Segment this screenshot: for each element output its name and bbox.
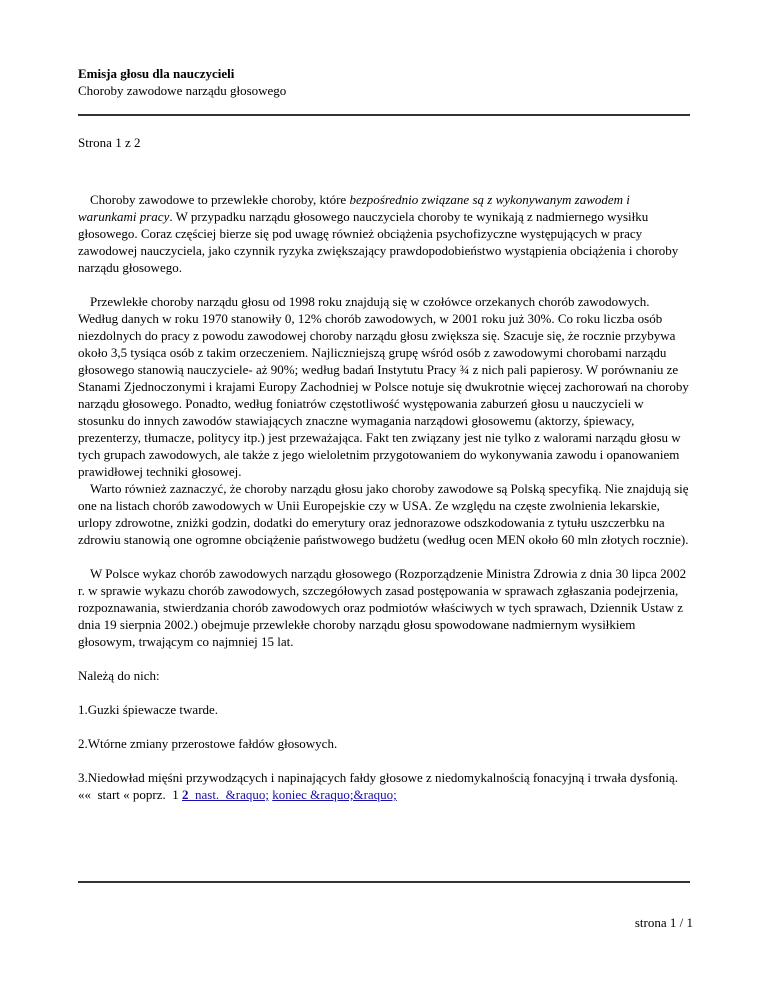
footer-divider: [78, 881, 690, 883]
paragraph-1-italic: bezpośrednio związane są z wykonywanym zawodem i warunkami pracy: [78, 192, 630, 224]
paragraph-3: Warto również zaznaczyć, że choroby narządu głosu jako choroby zawodowe są Polską specyfiką. Nie znajdują się one na listach chorób zawodowych w Unii Europejskie czy w USA. Ze względu na częste zwolnienia lekarskie, urlopy zdrowotne, zniżki godzin, dodatki do emerytury oraz jednorazowe odszkodowania z tytułu uszczerbku na zdrowiu stanowią one ogromne obciążenie państwowego budżetu (według ocen MEN około 60 mln złotych rocznie).: [78, 481, 689, 547]
list-item: 2.Wtórne zmiany przerostowe fałdów głosowych.: [78, 736, 338, 751]
list-intro: Należą do nich:: [78, 668, 160, 683]
pager-page-2-link[interactable]: 2: [181, 787, 189, 802]
page-info: Strona 1 z 2: [78, 135, 141, 150]
paragraph-2: Przewlekłe choroby narządu głosu od 1998 roku znajdują się w czołówce orzekanych chorób zawodowych. Według danych w roku 1970 stanowiły 0, 12% chorób zawodowych, w 2001 roku już 30%. Co roku liczba osób niezdolnych do pracy z powodu zawodowej choroby narządu głosu zwiększa się. Szacuje się, że rocznie przybywa około 3,5 tysiąca osób z takim orzeczeniem. Najliczniejszą grupę wśród osób z zawodowymi chorobami narządu głosowego stanowią nauczyciele- aż 90%; według badań Instytutu Pracy ¾ z nich pali papierosy. W porównaniu ze Stanami Zjednoczonymi i krajami Europy Zachodniej w Polsce notuje się dwukrotnie więcej zachorowań na choroby narządu głosowego. Ponadto, według foniatrów częstotliwość występowania zaburzeń głosu u nauczycieli w stosunku do innych zawodów stawiających znaczne wymagania narządowi głosowemu (aktorzy, śpiewacy, prezenterzy, tłumacze, politycy itp.) jest przeważająca. Fakt ten związany jest nie tylko z walorami narządu głosu w tych grupach zawodowych, ale także z jego wieloletnim przygotowaniem do wykonywania zawodu i opanowaniem prawidłowej techniki głosowej.: [78, 294, 689, 479]
page-subtitle: Choroby zawodowe narządu głosowego: [78, 83, 287, 98]
pager-start-prev: «« start « poprz. 1: [78, 787, 182, 802]
page-footer: strona 1 / 1: [634, 915, 693, 930]
paragraph-4: W Polsce wykaz chorób zawodowych narządu głosowego (Rozporządzenie Ministra Zdrowia z dnia 30 lipca 2002 r. w sprawie wykazu chorób zawodowych, szczegółowych zasad postępowania w sprawach zgłaszania podejrzenia, rozpoznawania, stwierdzania chorób zawodowych oraz podmiotów właściwych w tych sprawach, Dziennik Ustaw z dnia 19 sierpnia 2002.) obejmuje przewlekłe choroby narządu głosu spowodowane nadmiernym wysiłkiem głosowym, trwającym co najmniej 15 lat.: [78, 566, 687, 649]
header-divider: [78, 114, 690, 116]
pager-end-link[interactable]: koniec &raquo;&raquo;: [272, 787, 397, 802]
list-item: 3.Niedowład mięśni przywodzących i napinających fałdy głosowe z niedomykalnością fonacyjną i trwała dysfonią.: [78, 770, 678, 785]
list-item: 1.Guzki śpiewacze twarde.: [78, 702, 219, 717]
page-title: Emisja głosu dla nauczycieli: [78, 66, 235, 81]
pagination: [78, 786, 690, 803]
pager-next-link[interactable]: nast. &raquo;: [188, 787, 269, 802]
paragraph-1-text-start: Choroby zawodowe to przewlekłe choroby, które: [90, 192, 350, 207]
paragraph-1-text-end: . W przypadku narządu głosowego nauczyciela choroby te wynikają z nadmiernego wysiłku głosowego. Coraz częściej bierze się pod uwagę również obciążenia psychofizyczne występujących w pracy zawodowej nauczyciela, jako czynnik ryzyka zwiększający prawdopodobieństwo wystąpienia obciążenia i choroby narządu głosowego.: [78, 209, 679, 275]
paragraph-1: [78, 191, 690, 276]
article-body: [78, 191, 690, 803]
